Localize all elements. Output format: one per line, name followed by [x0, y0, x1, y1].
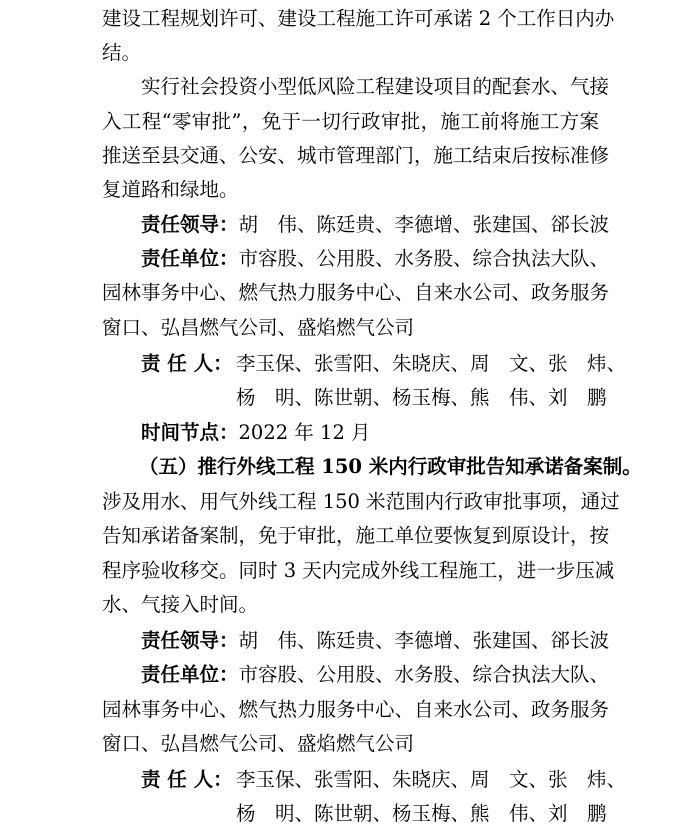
responsible-units-line: 园林事务中心、燃气热力服务中心、自来水公司、政务服务 [102, 698, 610, 721]
responsible-leaders-value: 胡 伟、陈廷贵、李德增、张建国、郤长波 [238, 629, 610, 652]
responsible-persons-line: 杨 明、陈世朝、杨玉梅、熊 伟、刘 鹏 [236, 386, 607, 409]
responsible-persons-line: 李玉保、张雪阳、朱晓庆、周 文、张 炜、 [236, 768, 627, 791]
responsible-units-row [141, 660, 610, 690]
paragraph-line: 入工程“零审批”，免于一切行政审批，施工前将施工方案 [102, 110, 599, 133]
responsible-leaders-row [141, 626, 610, 656]
paragraph-line: 建设工程规划许可、建设工程施工许可承诺 2 个工作日内办 [102, 7, 615, 30]
responsible-persons-label: 责 任 人： [141, 352, 233, 375]
responsible-units-row [141, 244, 610, 274]
responsible-units-line: 窗口、弘昌燃气公司、盛焰燃气公司 [102, 316, 415, 339]
responsible-persons-line: 李玉保、张雪阳、朱晓庆、周 文、张 炜、 [236, 352, 627, 375]
responsible-leaders-value: 胡 伟、陈廷贵、李德增、张建国、郤长波 [238, 213, 610, 236]
responsible-units-value: 市容股、公用股、水务股、综合执法大队、 [238, 663, 610, 686]
responsible-leaders-row [141, 210, 610, 240]
paragraph-line: 复道路和绿地。 [102, 178, 239, 201]
time-node-value: 2022 年 12 月 [238, 421, 371, 444]
responsible-units-value: 市容股、公用股、水务股、综合执法大队、 [238, 247, 610, 270]
responsible-persons-label: 责 任 人： [141, 768, 233, 791]
responsible-units-line: 园林事务中心、燃气热力服务中心、自来水公司、政务服务 [102, 281, 610, 304]
responsible-leaders-label: 责任领导： [141, 629, 239, 652]
paragraph-line: 涉及用水、用气外线工程 150 米范围内行政审批事项，通过 [102, 490, 620, 513]
responsible-persons-line: 杨 明、陈世朝、杨玉梅、熊 伟、刘 鹏 [236, 802, 607, 825]
responsible-leaders-label: 责任领导： [141, 213, 239, 236]
paragraph-line: 程序验收移交。同时 3 天内完成外线工程施工，进一步压减 [102, 559, 615, 582]
paragraph-line: 告知承诺备案制，免于审批，施工单位要恢复到原设计，按 [102, 524, 610, 547]
section-heading: （五）推行外线工程 150 米内行政审批告知承诺备案制。 [139, 455, 642, 478]
time-node-label: 时间节点： [141, 421, 239, 444]
paragraph-line: 实行社会投资小型低风险工程建设项目的配套水、气接 [141, 75, 610, 98]
paragraph-line: 结。 [102, 41, 142, 64]
responsible-units-label: 责任单位： [141, 663, 239, 686]
responsible-units-line: 窗口、弘昌燃气公司、盛焰燃气公司 [102, 732, 415, 755]
responsible-units-label: 责任单位： [141, 247, 239, 270]
time-node-row [141, 418, 599, 448]
paragraph-line: 推送至县交通、公安、城市管理部门，施工结束后按标准修 [102, 144, 610, 167]
paragraph-line: 水、气接入时间。 [102, 593, 259, 616]
